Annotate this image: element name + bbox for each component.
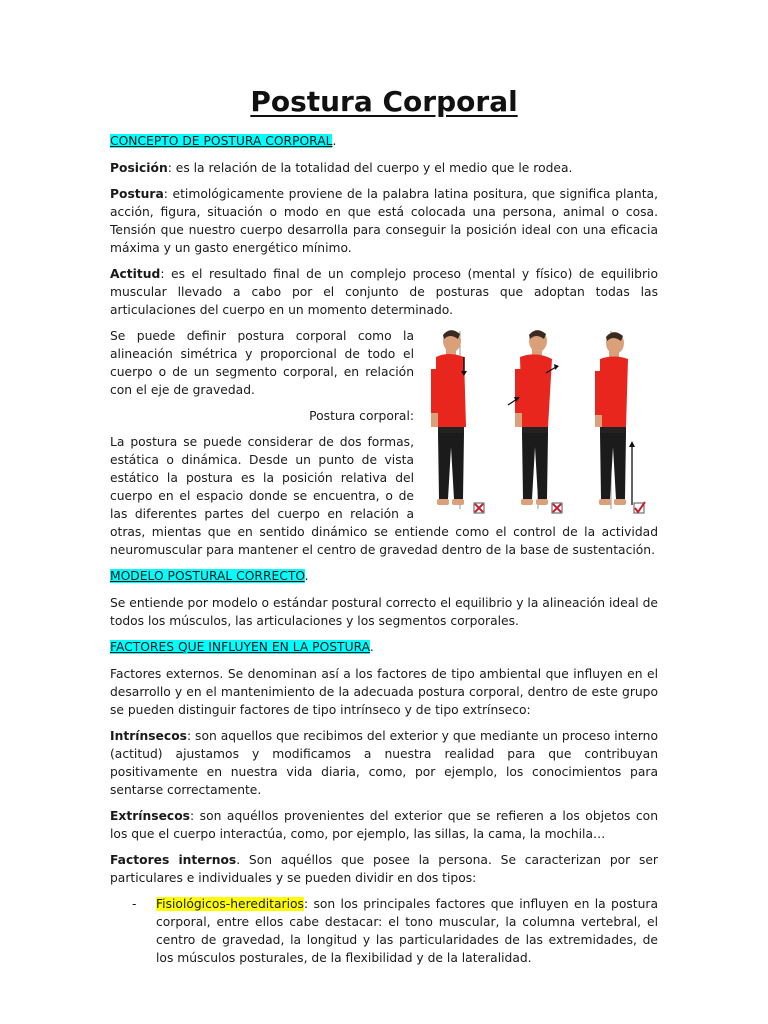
list-text-fisiologicos: : son los principales factores que influyen en la postura corporal, entre ellos cabe destacar: el tono muscular, la columna vertebral, el centro de gravedad, la longitud y las particularidades de las extremidades, de los músculos posturales, de la flexibilidad y de la lateralidad. xyxy=(156,897,658,965)
correct-check-icon xyxy=(634,502,645,513)
text-posicion: : es la relación de la totalidad del cuerpo y el medio que le rodea. xyxy=(167,161,573,175)
term-actitud: Actitud xyxy=(110,267,161,281)
paragraph-actitud xyxy=(110,265,658,319)
term-internos: Factores internos xyxy=(110,853,237,867)
section-heading-concepto: CONCEPTO DE POSTURA CORPORAL. xyxy=(110,134,337,148)
modelo-heading-text: MODELO POSTURAL CORRECTO xyxy=(110,569,305,583)
text-postura: : etimológicamente proviene de la palabra latina positura, que significa planta, acción, figura, situación o modo en que está colocada una persona, animal o cosa. Tensión que nuestro cuerpo desarrolla para conseguir la posición ideal con una eficacia máxima y un gasto energético mínimo. xyxy=(110,187,658,255)
list-item xyxy=(132,895,658,967)
document-body xyxy=(110,84,658,967)
person-figure-3 xyxy=(595,331,635,509)
section-heading-modelo: MODELO POSTURAL CORRECTO. xyxy=(110,569,309,583)
paragraph-internos xyxy=(110,851,658,887)
text-actitud: : es el resultado final de un complejo proceso (mental y físico) de equilibrio muscular llevado a cabo por el conjunto de posturas que adoptan todas las articulaciones del cuerpo en un momento determinado. xyxy=(110,267,658,317)
paragraph-intrinsecos xyxy=(110,727,658,799)
factors-list xyxy=(110,895,658,967)
text-intrinsecos: : son aquellos que recibimos del exterior y que mediante un proceso interno (actitud) ajustamos y modificamos a nuestra realidad para que contribuyan positivamente en nuestra vida diaria, como, por ejemplo, los conocimientos para sentarse correctamente. xyxy=(110,729,658,797)
paragraph-modelo: Se entiende por modelo o estándar postural correcto el equilibrio y la alineación ideal de todos los músculos, las articulaciones y los segmentos corporales. xyxy=(110,596,658,628)
list-term-fisiologicos: Fisiológicos-hereditarios xyxy=(156,897,304,911)
postura-corporal-label: Postura corporal: xyxy=(309,409,414,423)
term-extrinsecos: Extrínsecos xyxy=(110,809,190,823)
paragraph-definicion: Se puede definir postura corporal como la alineación simétrica y proporcional de todo el cuerpo o de un segmento corporal, en relación con el eje de gravedad. xyxy=(110,329,414,397)
incorrect-check-icon xyxy=(474,503,484,513)
term-intrinsecos: Intrínsecos xyxy=(110,729,187,743)
term-posicion: Posición xyxy=(110,161,168,175)
paragraph-extrinsecos xyxy=(110,807,658,843)
factores-heading-text: FACTORES QUE INFLUYEN EN LA POSTURA xyxy=(110,640,370,654)
text-internos: . Son aquéllos que posee la persona. Se caracterizan por ser particulares e individuales y se pueden dividir en dos tipos: xyxy=(110,853,658,885)
posture-figure xyxy=(428,327,658,517)
paragraph-posicion xyxy=(110,159,658,177)
paragraph-externos: Factores externos. Se denominan así a los factores de tipo ambiental que influyen en el desarrollo y en el mantenimiento de la adecuada postura corporal, dentro de este grupo se pueden distinguir factores de tipo intrínseco y de tipo extrínseco: xyxy=(110,667,658,717)
page-title: Postura Corporal xyxy=(250,85,518,118)
paragraph-formas: La postura se puede considerar de dos formas, estática o dinámica. Desde un punto de vista estático la postura es la posición relativa del cuerpo en el espacio donde se encuentra, o de las diferentes partes del cuerpo en relación a otras, mientas que en sentido dinámico se entiende como el control de la actividad neuromuscular para mantener el centro de gravedad dentro de la base de sustentación. xyxy=(110,435,658,557)
paragraph-postura xyxy=(110,185,658,257)
incorrect-check-icon xyxy=(552,503,562,513)
concepto-heading-text: CONCEPTO DE POSTURA CORPORAL xyxy=(110,134,333,148)
term-postura: Postura xyxy=(110,187,164,201)
text-extrinsecos: : son aquéllos provenientes del exterior que se refieren a los objetos con los que el cuerpo interactúa, como, por ejemplo, las sillas, la cama, la mochila… xyxy=(110,809,658,841)
list-dash: - xyxy=(132,897,137,911)
person-figure-2 xyxy=(508,330,559,509)
posture-illustration xyxy=(428,327,658,517)
person-figure-1 xyxy=(431,330,467,509)
section-heading-factores: FACTORES QUE INFLUYEN EN LA POSTURA. xyxy=(110,640,374,654)
